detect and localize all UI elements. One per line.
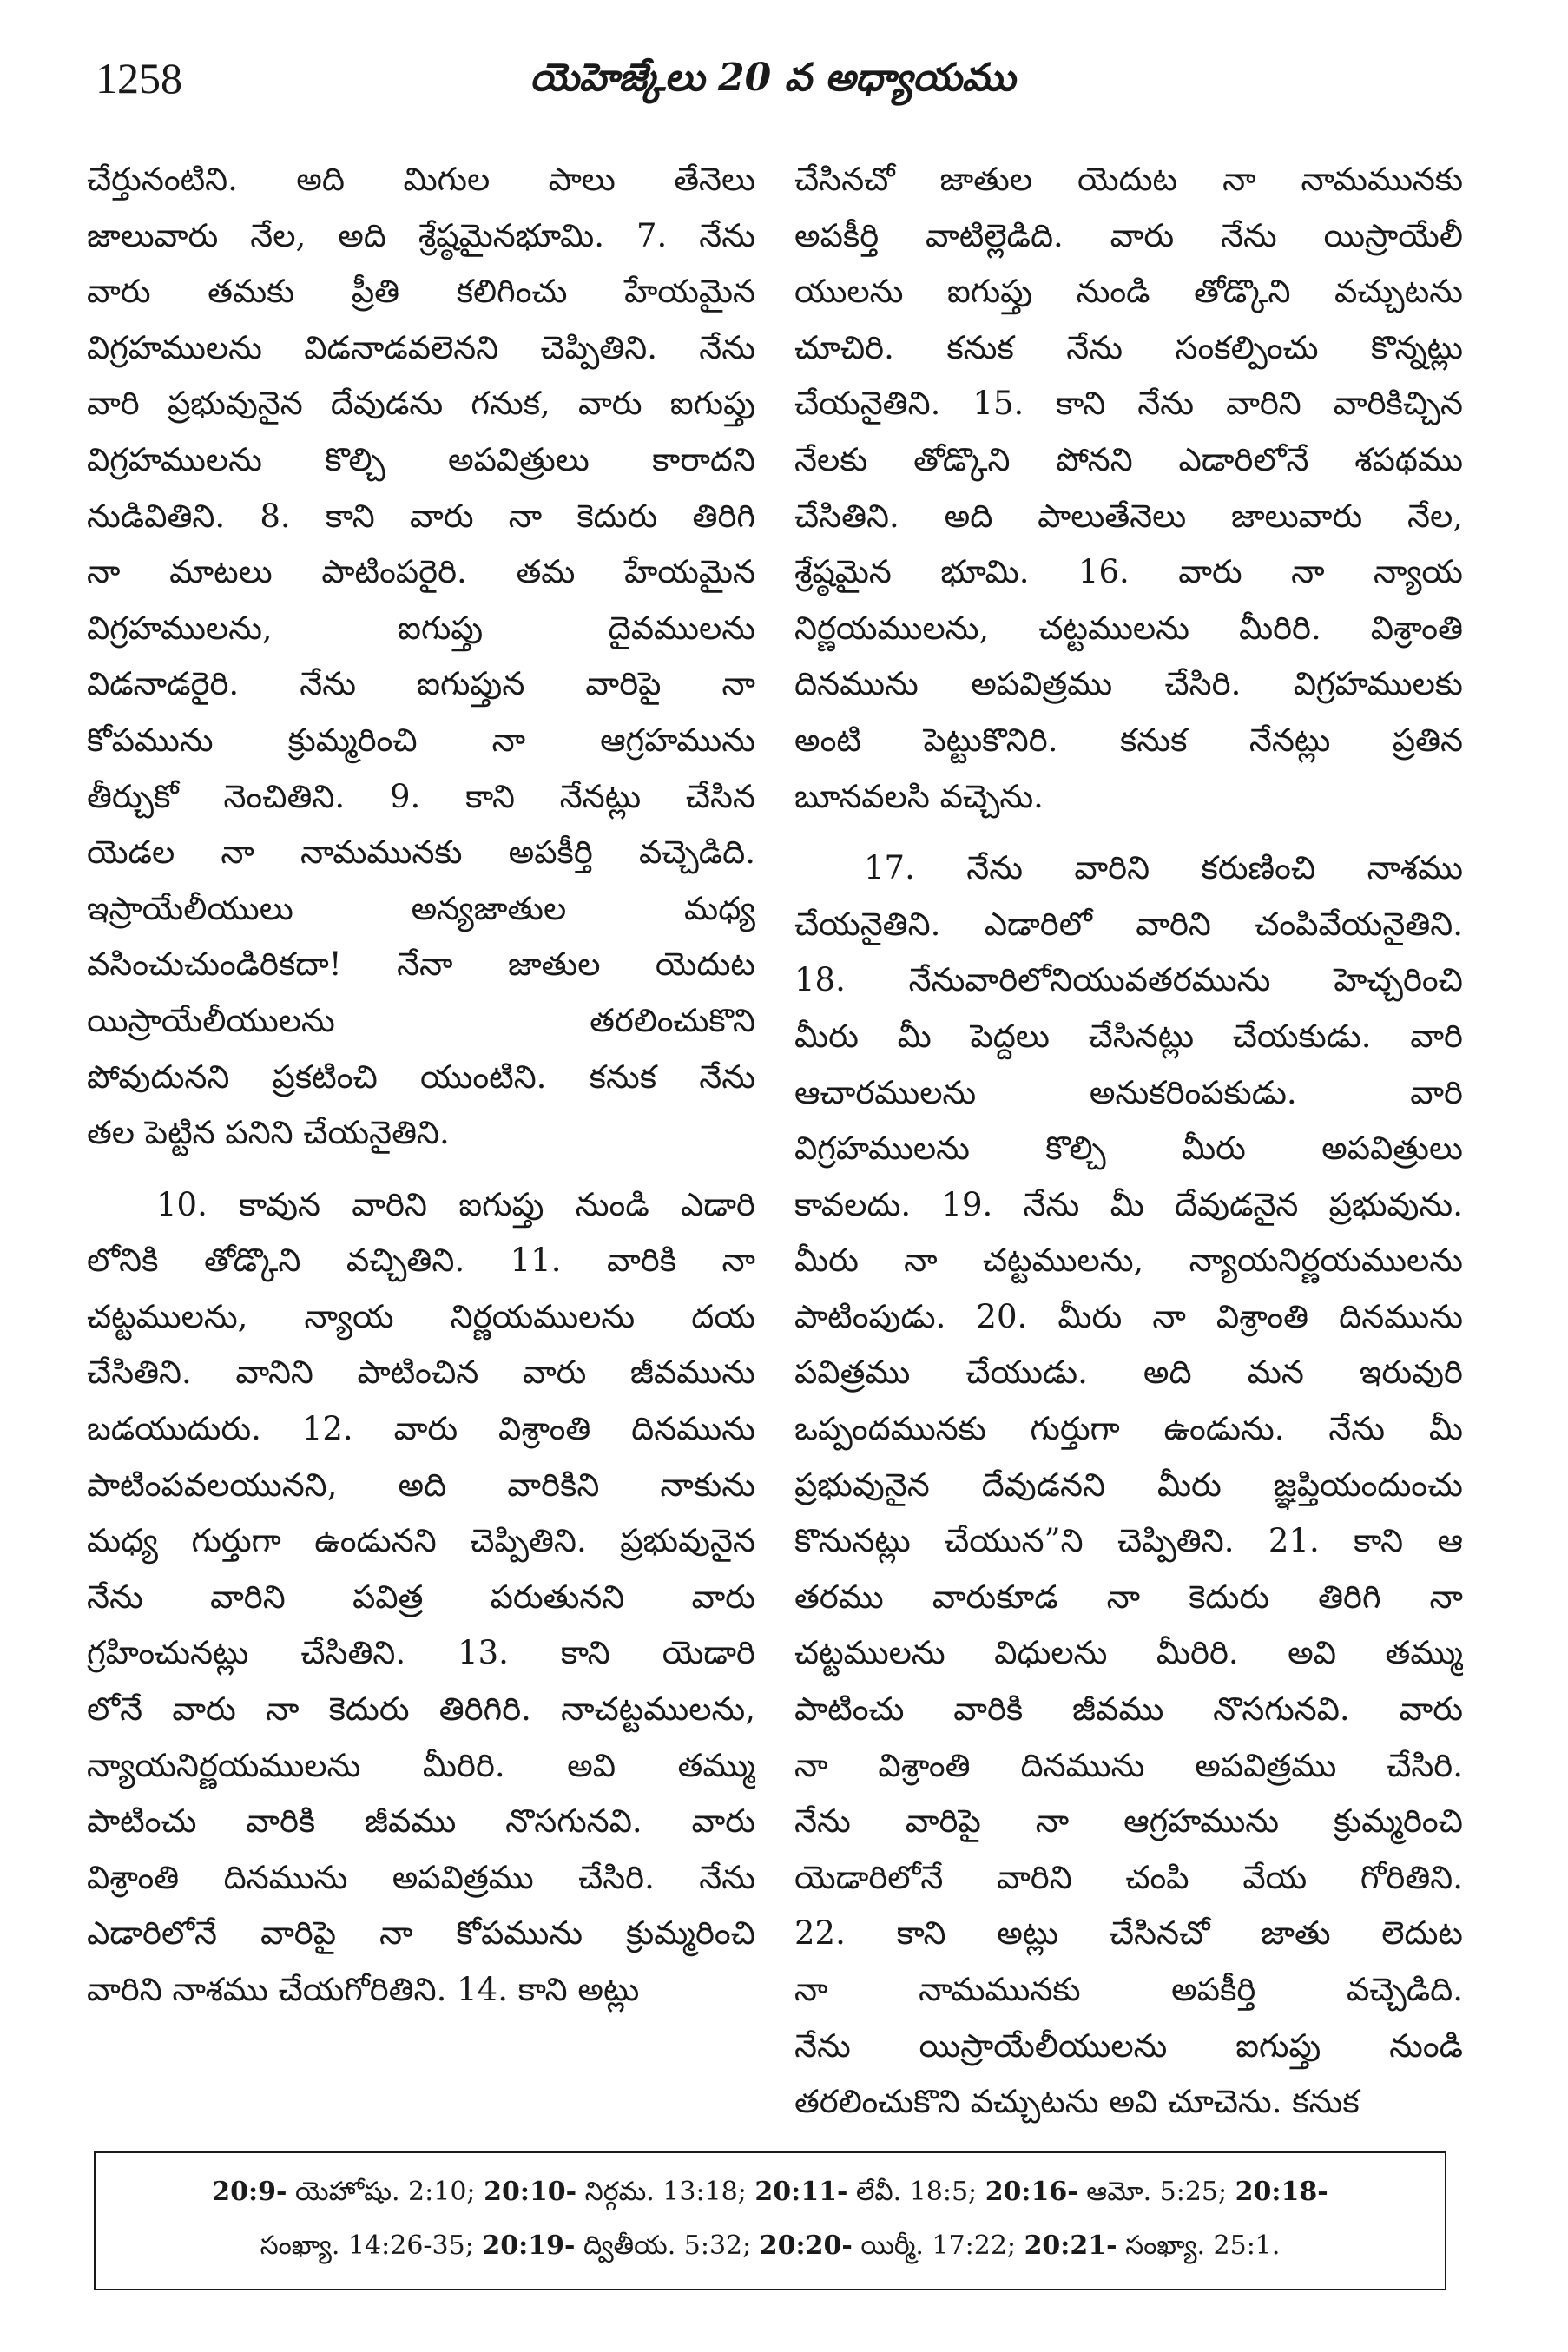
text-line: చట్టములను విధులను మీరిరి. అవి తమ్ము	[794, 1634, 1463, 1672]
text-line: పాటించు వారికి జీవము నొసగునవి. వారు	[794, 1690, 1463, 1729]
cross-reference-label: 20:9-	[212, 2177, 287, 2207]
text-line: దినమును అపవిత్రము చేసిరి. విగ్రహములకు	[794, 665, 1463, 703]
text-line: గ్రహించునట్లు చేసితిని. 13. కాని యెడారి	[87, 1634, 755, 1672]
text-line: విగ్రహములను విడనాడవలెనని చెప్పితిని. నేను	[87, 328, 755, 366]
text-line: లోనికి తోడ్కొని వచ్చితిని. 11. వారికి నా	[87, 1242, 755, 1280]
text-line: చేయనైతిని. ఎడారిలో వారిని చంపివేయనైతిని.	[794, 905, 1463, 943]
text-line: చూచిరి. కనుక నేను సంకల్పించు కొన్నట్లు	[794, 328, 1463, 366]
left-paragraph-2	[87, 1177, 755, 2019]
cross-reference-label: 20:11-	[754, 2177, 848, 2207]
text-line: విగ్రహములను కొల్చి అపవిత్రులు కారాదని	[87, 440, 755, 478]
text-line: అపకీర్తి వాటిల్లెడిది. వారు నేను యిస్రాయేలీ	[794, 216, 1463, 254]
text-line: తరలించుకొని వచ్చుటను అవి చూచెను. కనుక	[794, 2083, 1360, 2121]
text-line: శ్రేష్ఠమైన భూమి. 16. వారు నా న్యాయ	[794, 553, 1463, 591]
text-line: న్యాయనిర్ణయములను మీరిరి. అవి తమ్ము	[87, 1746, 755, 1784]
text-line: పాటించు వారికి జీవము నొసగునవి. వారు	[87, 1802, 755, 1841]
cross-reference-box	[94, 2151, 1446, 2290]
text-line: తల పెట్టిన పనిని చేయనైతిని.	[87, 1114, 450, 1152]
text-line: చేసితిని. వానిని పాటించిన వారు జీవమును	[87, 1354, 755, 1392]
text-line: నేలకు తోడ్కొని పోనని ఎడారిలోనే శపథము	[794, 440, 1463, 478]
text-line: మధ్య గుర్తుగా ఉండునని చెప్పితిని. ప్రభువునైన	[87, 1522, 755, 1560]
text-line: విశ్రాంతి దినమును అపవిత్రము చేసిరి. నేను	[87, 1858, 755, 1896]
text-line: చేసినచో జాతుల యెదుట నా నామమునకు	[794, 161, 1463, 198]
text-line: వారిని నాశము చేయగోరితిని. 14. కాని అట్లు	[87, 1971, 640, 2008]
text-line: నిర్ణయములను, చట్టములను మీరిరి. విశ్రాంతి	[794, 609, 1463, 647]
cross-reference-text: నిర్గమ. 13:18;	[576, 2177, 755, 2207]
text-line: నుడివితిని. 8. కాని వారు నా కెదురు తిరిగి	[87, 497, 755, 535]
text-line: కావలదు. 19. నేను మీ దేవుడనైన ప్రభువును.	[794, 1185, 1463, 1223]
right-paragraph-2	[794, 840, 1463, 2131]
text-line: యెడారిలోనే వారిని చంపి వేయ గోరితిని.	[794, 1858, 1463, 1896]
cross-reference-text: యెహోషు. 2:10;	[287, 2177, 484, 2207]
text-line: ఆచారములను అనుకరింపకుడు. వారి	[794, 1073, 1463, 1111]
text-line: విగ్రహములను కొల్చి మీరు అపవిత్రులు	[794, 1130, 1463, 1168]
text-line: నేను వారిపై నా ఆగ్రహమును క్రుమ్మరించి	[794, 1802, 1463, 1841]
text-line: నా విశ్రాంతి దినమును అపవిత్రము చేసిరి.	[794, 1746, 1463, 1784]
text-line: తరము వారుకూడ నా కెదురు తిరిగి నా	[794, 1578, 1463, 1616]
cross-reference-label: 20:20-	[759, 2230, 853, 2261]
text-line: పాటింపవలయునని, అది వారికిని నాకును	[87, 1466, 755, 1504]
running-head: యెహెజ్కేలు 20 వ అధ్యాయము	[530, 56, 1016, 100]
text-line: ఒప్పందమునకు గుర్తుగా ఉండును. నేను మీ	[794, 1410, 1463, 1448]
text-line: నా మాటలు పాటింపరైరి. తమ హేయమైన	[87, 553, 755, 591]
text-line: విడనాడరైరి. నేను ఐగుప్తున వారిపై నా	[87, 665, 755, 703]
cross-reference-text: ఆమో. 5:25;	[1077, 2177, 1235, 2207]
text-line: నా నామమునకు అపకీర్తి వచ్చెడిది.	[794, 1971, 1463, 2008]
text-line: జాలువారు నేల, అది శ్రేష్ఠమైనభూమి. 7. నేను	[87, 216, 755, 254]
text-line: బడయుదురు. 12. వారు విశ్రాంతి దినమును	[87, 1410, 755, 1448]
text-line: మీరు నా చట్టములను, న్యాయనిర్ణయములను	[794, 1242, 1463, 1280]
cross-reference-text: ద్వితీయ. 5:32;	[575, 2230, 760, 2261]
text-line: చేయనైతిని. 15. కాని నేను వారిని వారికిచ్చిన	[794, 385, 1463, 423]
page-header	[96, 43, 1450, 113]
text-line: చట్టములను, న్యాయ నిర్ణయములను దయ	[87, 1297, 755, 1335]
text-line: తీర్చుకో నెంచితిని. 9. కాని నేనట్లు చేసిన	[87, 777, 755, 815]
text-line: 17. నేను వారిని కరుణించి నాశము	[864, 849, 1463, 887]
cross-reference-label: 20:21-	[1024, 2230, 1117, 2261]
text-line: ఎడారిలోనే వారిపై నా కోపమును క్రుమ్మరించి	[87, 1914, 755, 1953]
text-line: చేర్తునంటిని. అది మిగుల పాలు తేనెలు	[87, 161, 755, 198]
text-line: యెడల నా నామమునకు అపకీర్తి వచ్చెడిది.	[87, 833, 755, 872]
text-line: కోపమును క్రుమ్మరించి నా ఆగ్రహమును	[87, 721, 755, 759]
text-line: అంటి పెట్టుకొనిరి. కనుక నేనట్లు ప్రతిన	[794, 721, 1463, 759]
text-line: 10. కావున వారిని ఐగుప్తు నుండి ఎడారి	[156, 1185, 755, 1223]
cross-reference-text: యిర్మీ. 17:22;	[852, 2230, 1024, 2261]
text-line: పోవుదునని ప్రకటించి యుంటిని. కనుక నేను	[87, 1057, 755, 1096]
text-line: నేను వారిని పవిత్ర పరుతునని వారు	[87, 1578, 755, 1616]
text-line: విగ్రహములను, ఐగుప్తు దైవములను	[87, 609, 755, 647]
left-column	[87, 152, 755, 2019]
cross-reference-text: లేవీ. 18:5;	[847, 2177, 985, 2207]
text-line: వారి ప్రభువునైన దేవుడను గనుక, వారు ఐగుప్తు	[87, 385, 755, 423]
right-column	[794, 152, 1463, 2131]
text-line: వసించుచుండిరికదా! నేనా జాతుల యెదుట	[87, 945, 755, 984]
text-line: యిస్రాయేలీయులను తరలించుకొని	[87, 1001, 755, 1039]
text-line: ప్రభువునైన దేవుడనని మీరు జ్ఞప్తియందుంచు	[794, 1466, 1463, 1504]
body-text	[87, 152, 1463, 2121]
right-paragraph-1	[794, 152, 1463, 825]
cross-reference-label: 20:18-	[1235, 2177, 1328, 2207]
text-line: 18. నేనువారిలోనియువతరమును హెచ్చరించి	[794, 961, 1463, 999]
text-line: పాటింపుడు. 20. మీరు నా విశ్రాంతి దినమును	[794, 1297, 1463, 1335]
page-number: 1258	[96, 54, 182, 102]
text-line: ఇస్రాయేలీయులు అన్యజాతుల మధ్య	[87, 889, 755, 927]
paragraph-gap	[87, 1162, 755, 1177]
text-line: కొనునట్లు చేయున”ని చెప్పితిని. 21. కాని ఆ	[794, 1522, 1463, 1560]
paragraph-gap	[794, 825, 1463, 840]
left-paragraph-1	[87, 152, 755, 1162]
cross-reference-line-2	[120, 2219, 1420, 2273]
cross-reference-label: 20:10-	[484, 2177, 577, 2207]
text-line: నేను యిస్రాయేలీయులను ఐగుప్తు నుండి	[794, 2026, 1463, 2065]
text-line: బూనవలసి వచ్చెను.	[794, 777, 1044, 815]
text-line: మీరు మీ పెద్దలు చేసినట్లు చేయకుడు. వారి	[794, 1017, 1463, 1055]
text-line: పవిత్రము చేయుడు. అది మన ఇరువురి	[794, 1354, 1463, 1392]
cross-reference-label: 20:19-	[482, 2230, 576, 2261]
cross-reference-text: సంఖ్యా. 14:26-35;	[260, 2230, 483, 2261]
text-line: చేసితిని. అది పాలుతేనెలు జాలువారు నేల,	[794, 497, 1463, 535]
cross-reference-label: 20:16-	[985, 2177, 1078, 2207]
text-line: 22. కాని అట్లు చేసినచో జాతు లెదుట	[794, 1914, 1463, 1953]
text-line: లోనే వారు నా కెదురు తిరిగిరి. నాచట్టములను,	[87, 1690, 755, 1729]
cross-reference-text: సంఖ్యా. 25:1.	[1117, 2230, 1281, 2261]
cross-reference-line-1	[120, 2165, 1420, 2219]
text-line: యులను ఐగుప్తు నుండి తోడ్కొని వచ్చుటను	[794, 273, 1463, 311]
text-line: వారు తమకు ప్రీతి కలిగించు హేయమైన	[87, 273, 755, 311]
